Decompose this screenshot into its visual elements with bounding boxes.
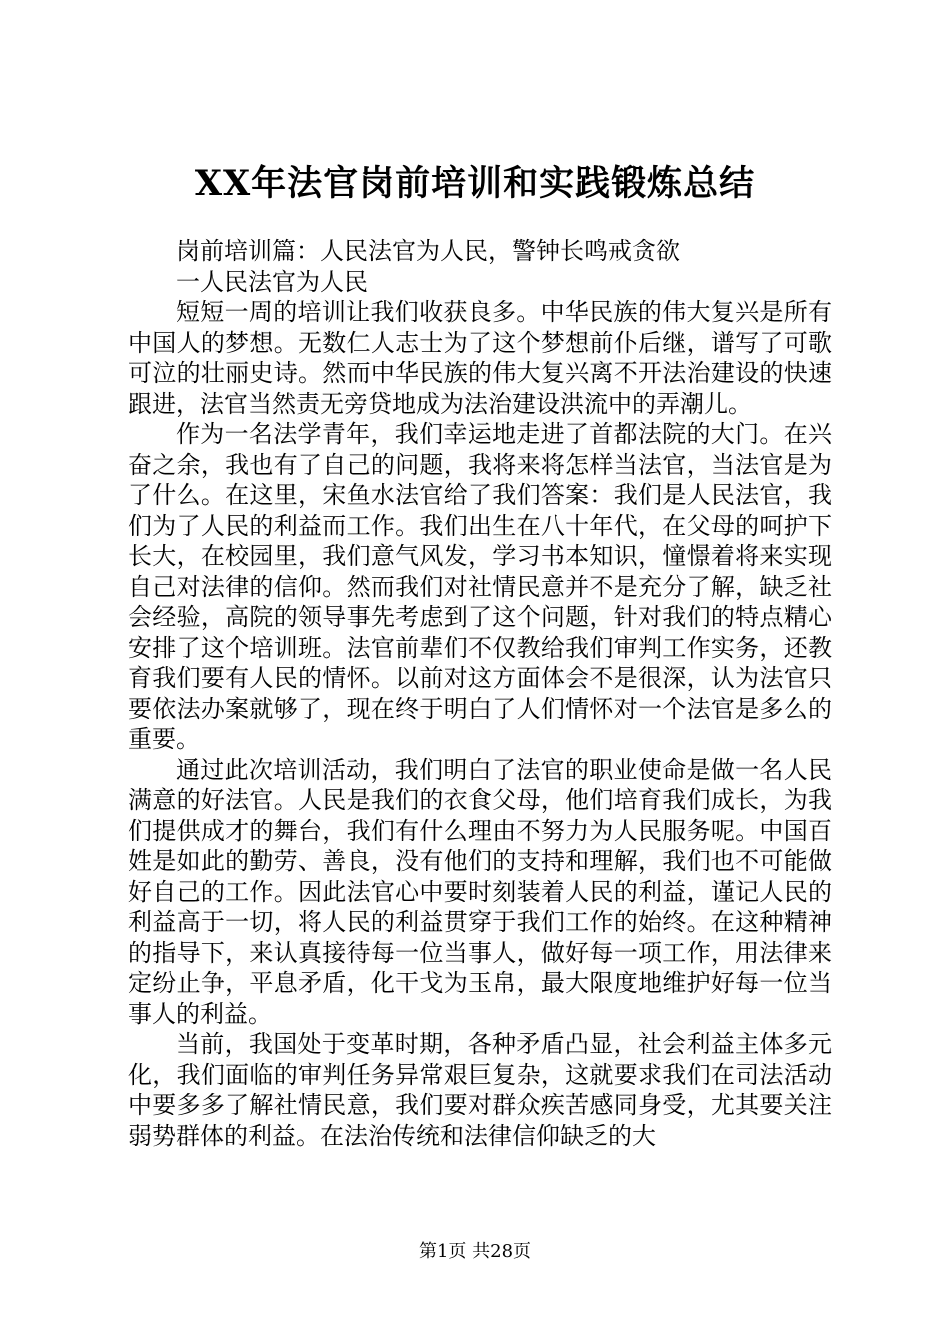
- paragraph: 作为一名法学青年，我们幸运地走进了首都法院的大门。在兴奋之余，我也有了自己的问题，我将来将怎样当法官，当法官是为了什么。在这里，宋鱼水法官给了我们答案：我们是人民法官，我们为了人民的利益而工作。我们出生在八十年代，在父母的呵护下长大，在校园里，我们意气风发，学习书本知识，憧憬着将来实现自己对法律的信仰。然而我们对社情民意并不是充分了解，缺乏社会经验，高院的领导事先考虑到了这个问题，针对我们的特点精心安排了这个培训班。法官前辈们不仅教给我们审判工作实务，还教育我们要有人民的情怀。以前对这方面体会不是很深，认为法官只要依法办案就够了，现在终于明白了人们情怀对一个法官是多么的重要。: [128, 420, 832, 753]
- document-title: XX年法官岗前培训和实践锻炼总结: [194, 163, 756, 204]
- section-heading: 一人民法官为人民: [176, 267, 368, 296]
- paragraph: 通过此次培训活动，我们明白了法官的职业使命是做一名人民满意的好法官。人民是我们的衣食父母，他们培育我们成长，为我们提供成才的舞台，我们有什么理由不努力为人民服务呢。中国百姓是如此的勤劳、善良，没有他们的支持和理解，我们也不可能做好自己的工作。因此法官心中要时刻装着人民的利益，谨记人民的利益高于一切，将人民的利益贯穿于我们工作的始终。在这种精神的指导下，来认真接待每一位当事人，做好每一项工作，用法律来定纷止争，平息矛盾，化干戈为玉帛，最大限度地维护好每一位当事人的利益。: [128, 755, 832, 1028]
- paragraph: 当前，我国处于变革时期，各种矛盾凸显，社会利益主体多元化，我们面临的审判任务异常艰巨复杂，这就要求我们在司法活动中要多多了解社情民意，我们要对群众疾苦感同身受，尤其要关注弱势群体的利益。在法治传统和法律信仰缺乏的大: [128, 1030, 832, 1150]
- document-body: [128, 236, 832, 1151]
- page-footer: 第1页 共28页: [418, 1241, 532, 1262]
- paragraph: 短短一周的培训让我们收获良多。中华民族的伟大复兴是所有中国人的梦想。无数仁人志士为了这个梦想前仆后继，谱写了可歌可泣的壮丽史诗。然而中华民族的伟大复兴离不开法治建设的快速跟进，法官当然责无旁贷地成为法治建设洪流中的弄潮儿。: [128, 298, 832, 418]
- subtitle-line: 岗前培训篇：人民法官为人民，警钟长鸣戒贪欲: [176, 237, 680, 265]
